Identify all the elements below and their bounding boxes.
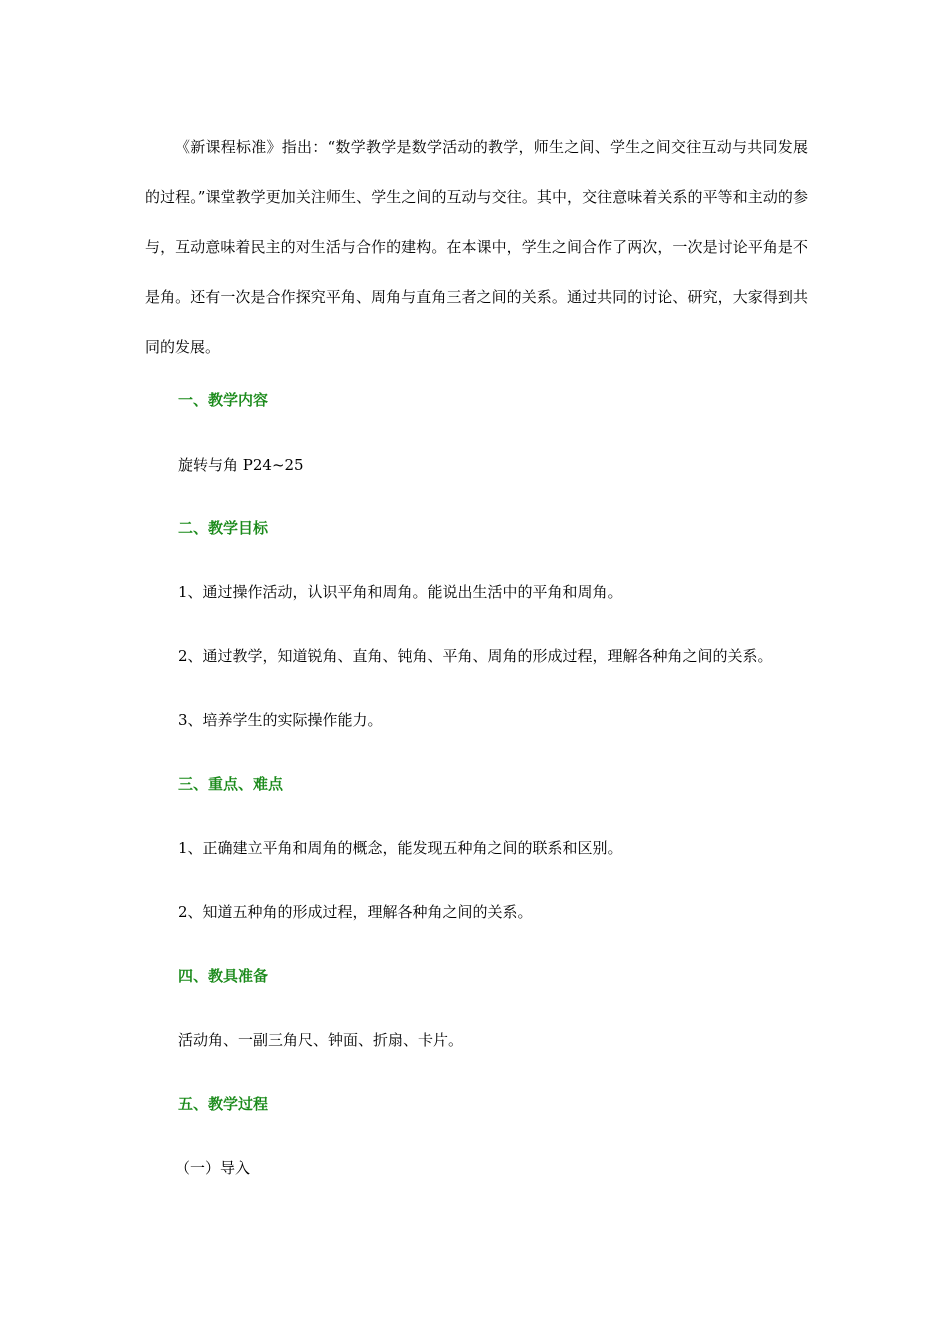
intro-paragraph: 《新课程标准》指出：“数学教学是数学活动的教学，师生之间、学生之间交往互动与共同发展的过程。”课堂教学更加关注师生、学生之间的互动与交往。其中，交往意味着关系的平等和主动的参与，互动意味着民主的对生活与合作的建构。在本课中，学生之间合作了两次，一次是讨论平角是不是角。还有一次是合作探究平角、周角与直角三者之间的关系。通过共同的讨论、研究，大家得到共同的发展。: [145, 138, 808, 356]
key-point-item-1: 1、正确建立平角和周角的概念，能发现五种角之间的联系和区别。: [178, 839, 623, 857]
goal-item-2: 2、通过教学，知道锐角、直角、钝角、平角、周角的形成过程，理解各种角之间的关系。: [178, 647, 773, 665]
heading-teaching-goals: 二、教学目标: [178, 519, 269, 537]
materials-text: 活动角、一副三角尺、钟面、折扇、卡片。: [178, 1031, 464, 1049]
process-subheading-intro: （一）导入: [175, 1159, 251, 1177]
heading-materials: 四、教具准备: [178, 967, 269, 985]
heading-teaching-process: 五、教学过程: [178, 1095, 269, 1113]
heading-key-points: 三、重点、难点: [178, 775, 284, 793]
heading-teaching-content: 一、教学内容: [178, 391, 269, 409]
goal-item-3: 3、培养学生的实际操作能力。: [178, 711, 383, 729]
goal-item-1: 1、通过操作活动，认识平角和周角。能说出生活中的平角和周角。: [178, 583, 623, 601]
key-point-item-2: 2、知道五种角的形成过程，理解各种角之间的关系。: [178, 903, 533, 921]
teaching-content-text: 旋转与角 P24~25: [178, 456, 304, 474]
